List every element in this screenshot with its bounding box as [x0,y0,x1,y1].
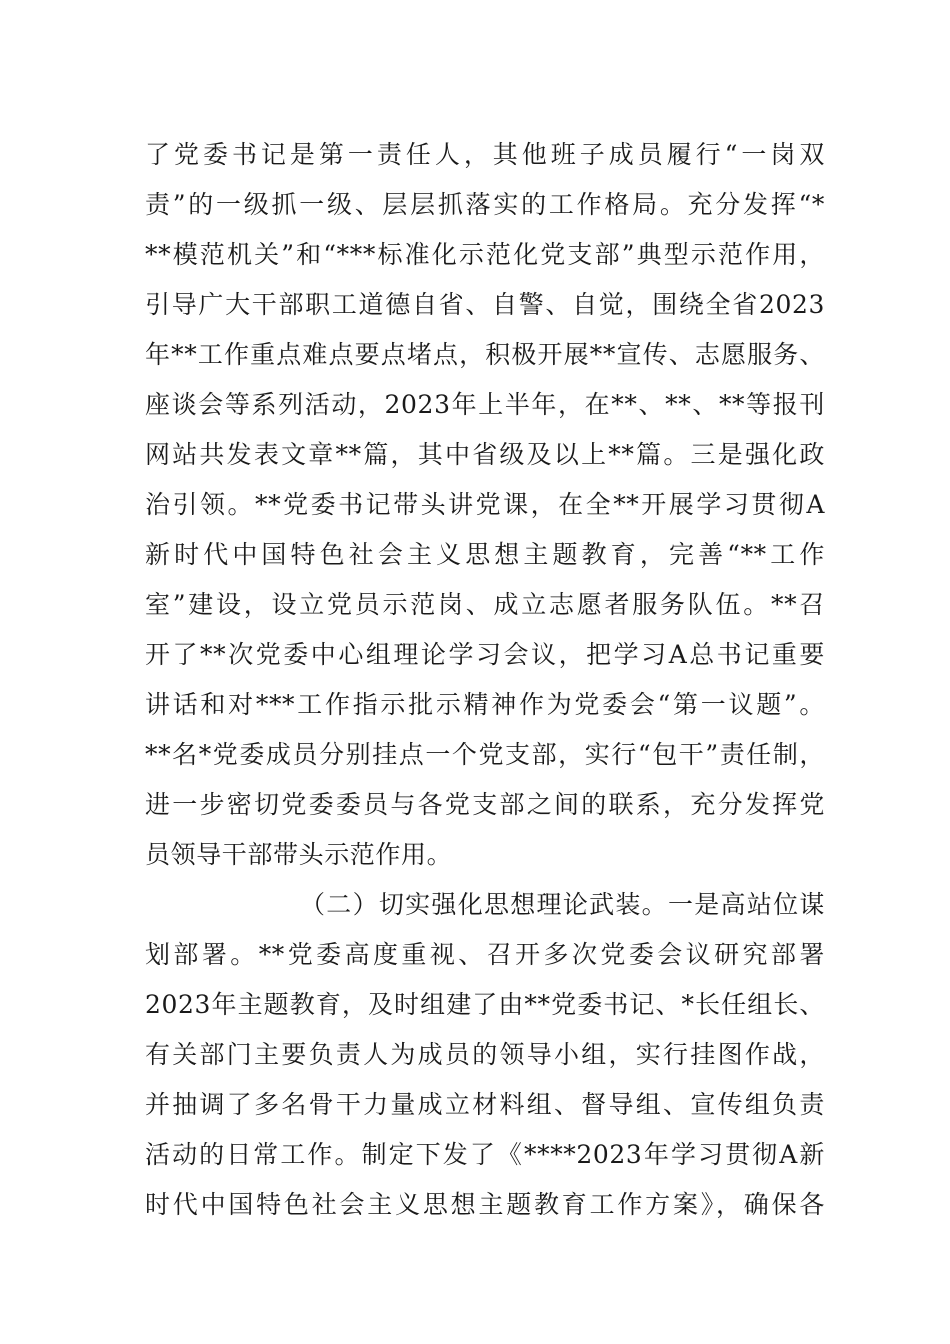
text-line: 了党委书记是第一责任人，其他班子成员履行“一岗双 [145,140,825,169]
text-line: 开了**次党委中心组理论学习会议，把学习A总书记重要 [145,640,825,669]
text-line: 有关部门主要负责人为成员的领导小组，实行挂图作战， [145,1040,825,1069]
text-line: 新时代中国特色社会主义思想主题教育，完善“**工作 [145,540,825,569]
text-line: 划部署。**党委高度重视、召开多次党委会议研究部署 [145,940,825,969]
text-line: 讲话和对***工作指示批示精神作为党委会“第一议题”。 [145,690,825,719]
text-line: 座谈会等系列活动，2023年上半年，在**、**、**等报刊 [145,390,825,419]
text-line: 治引领。**党委书记带头讲党课，在全**开展学习贯彻A [145,490,825,519]
text-line: 2023年主题教育，及时组建了由**党委书记、*长任组长、 [145,990,825,1019]
text-line: 进一步密切党委委员与各党支部之间的联系，充分发挥党 [145,790,825,819]
text-line: **模范机关”和“***标准化示范化党支部”典型示范作用， [145,240,825,269]
text-line: **名*党委成员分别挂点一个党支部，实行“包干”责任制， [145,740,825,769]
text-line: 室”建设，设立党员示范岗、成立志愿者服务队伍。**召 [145,590,825,619]
paragraph-end-line: 员领导干部带头示范作用。 [145,840,453,869]
section-heading-line: （二）切实强化思想理论武装。一是高站位谋 [300,890,825,919]
text-line: 并抽调了多名骨干力量成立材料组、督导组、宣传组负责 [145,1090,825,1119]
text-line: 年**工作重点难点要点堵点，积极开展**宣传、志愿服务、 [145,340,825,369]
text-line: 引导广大干部职工道德自省、自警、自觉，围绕全省2023 [145,290,825,319]
text-line: 网站共发表文章**篇，其中省级及以上**篇。三是强化政 [145,440,825,469]
text-line: 时代中国特色社会主义思想主题教育工作方案》，确保各 [145,1190,825,1219]
text-line: 责”的一级抓一级、层层抓落实的工作格局。充分发挥“* [145,190,825,219]
text-line: 活动的日常工作。制定下发了《****2023年学习贯彻A新 [145,1140,825,1169]
